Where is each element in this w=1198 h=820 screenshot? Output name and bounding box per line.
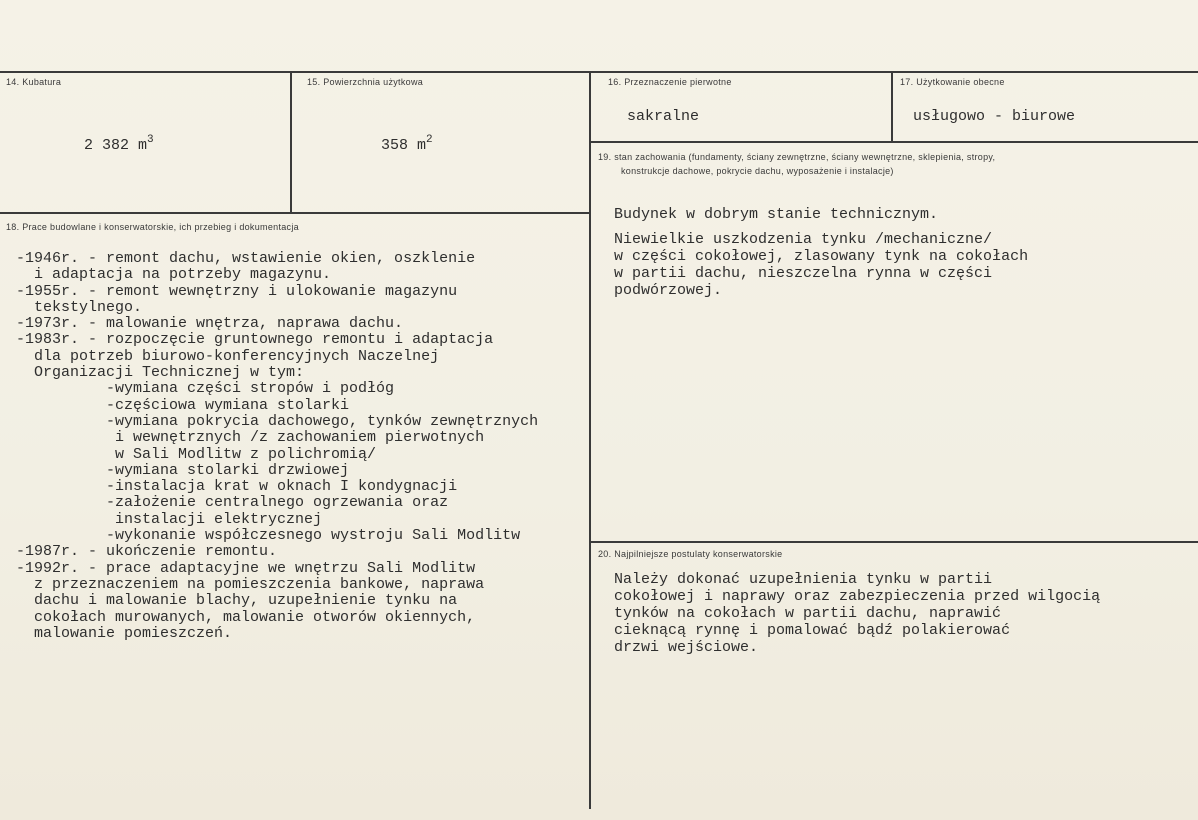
works-line: -1946r. - remont dachu, wstawienie okien, oszklenie (16, 250, 476, 267)
field-14-value (84, 134, 154, 154)
works-line: -1987r. - ukończenie remontu. (16, 543, 278, 561)
field-14-label: 14. Kubatura (6, 77, 62, 87)
divider-14-15 (290, 71, 292, 214)
works-line: Organizacji Technicznej w tym: (16, 364, 305, 382)
field-17-value: usługowo - biurowe (913, 108, 1076, 125)
field-20-text (614, 571, 1194, 656)
field-17-label: 17. Użytkowanie obecne (900, 77, 1005, 87)
works-line: -1983r. - rozpoczęcie gruntownego remontu i adaptacja (16, 331, 494, 349)
postulate-line: Należy dokonać uzupełnienia tynku w partii (614, 571, 993, 588)
postulate-line: cokołowej i naprawy oraz zabezpieczenia przed wilgocią (614, 588, 1101, 605)
field-15-label: 15. Powierzchnia użytkowa (307, 77, 424, 87)
field-16-label: 16. Przeznaczenie pierwotne (608, 77, 732, 87)
area-value: 358 m (381, 137, 427, 154)
rule-under-14-15 (0, 212, 590, 214)
works-line: -1973r. - malowanie wnętrza, naprawa dachu. (16, 315, 404, 333)
postulate-line: drzwi wejściowe. (614, 639, 759, 656)
rule-under-16-17 (590, 141, 1198, 143)
works-line: malowanie pomieszczeń. (16, 624, 233, 642)
works-line: -założenie centralnego ogrzewania oraz (16, 494, 449, 512)
works-line: -wymiana części stropów i podłóg (16, 380, 395, 398)
main-vertical-divider (589, 71, 591, 809)
condition-line: w partii dachu, nieszczelna rynna w części (614, 265, 993, 282)
works-line: -wymiana stolarki drzwiowej (16, 461, 350, 479)
condition-line: w części cokołowej, zlasowany tynk na cokołach (614, 248, 1029, 265)
condition-line: Niewielkie uszkodzenia tynku /mechaniczne/ (614, 231, 993, 248)
works-line: tekstylnego. (16, 298, 143, 316)
condition-line: podwórzowej. (614, 282, 723, 299)
works-line: -1992r. - prace adaptacyjne we wnętrzu Sali Modlitw (16, 559, 476, 577)
postulate-line: tynków na cokołach w partii dachu, naprawić (614, 605, 1002, 622)
works-line: dachu i malowanie blachy, uzupełnienie tynku na (16, 592, 458, 610)
works-line: i wewnętrznych /z zachowaniem pierwotnych (16, 429, 485, 447)
top-rule (0, 71, 1198, 73)
volume-unit-exponent: 3 (147, 134, 154, 146)
field-19-text (614, 206, 1189, 299)
works-line: cokołach murowanych, malowanie otworów okiennych, (16, 608, 476, 626)
rule-above-20 (590, 541, 1198, 543)
works-line: dla potrzeb biurowo-konferencyjnych Naczelnej (16, 347, 440, 365)
volume-value: 2 382 m (84, 137, 148, 154)
works-line: -wymiana pokrycia dachowego, tynków zewnętrznych (16, 412, 539, 430)
field-19-label-line1: 19. stan zachowania (fundamenty, ściany zewnętrzne, ściany wewnętrzne, sklepienia, stropy, (598, 152, 996, 162)
field-16-value: sakralne (627, 108, 700, 125)
works-line: -1955r. - remont wewnętrzny i ulokowanie magazynu (16, 282, 458, 300)
field-15-value (381, 134, 433, 154)
works-line: i adaptacja na potrzeby magazynu. (16, 266, 332, 284)
postulate-line: cieknącą rynnę i pomalować bądź polakierować (614, 622, 1011, 639)
divider-16-17 (891, 71, 893, 143)
works-line: -wykonanie współczesnego wystroju Sali Modlitw (16, 527, 521, 545)
field-18-text (16, 251, 586, 642)
works-line: z przeznaczeniem na pomieszczenia bankowe, naprawa (16, 575, 485, 593)
field-19-label-line2: konstrukcje dachowe, pokrycie dachu, wyposażenie i instalacje) (621, 166, 894, 176)
works-line: -częściowa wymiana stolarki (16, 396, 350, 414)
condition-summary: Budynek w dobrym stanie technicznym. (614, 206, 939, 223)
field-20-label: 20. Najpilniejsze postulaty konserwatorskie (598, 549, 783, 559)
works-line: w Sali Modlitw z polichromią/ (16, 445, 377, 463)
area-unit-exponent: 2 (426, 134, 433, 146)
works-line: -instalacja krat w oknach I kondygnacji (16, 478, 458, 496)
works-line: instalacji elektrycznej (16, 510, 323, 528)
field-18-label: 18. Prace budowlane i konserwatorskie, ich przebieg i dokumentacja (6, 222, 299, 232)
